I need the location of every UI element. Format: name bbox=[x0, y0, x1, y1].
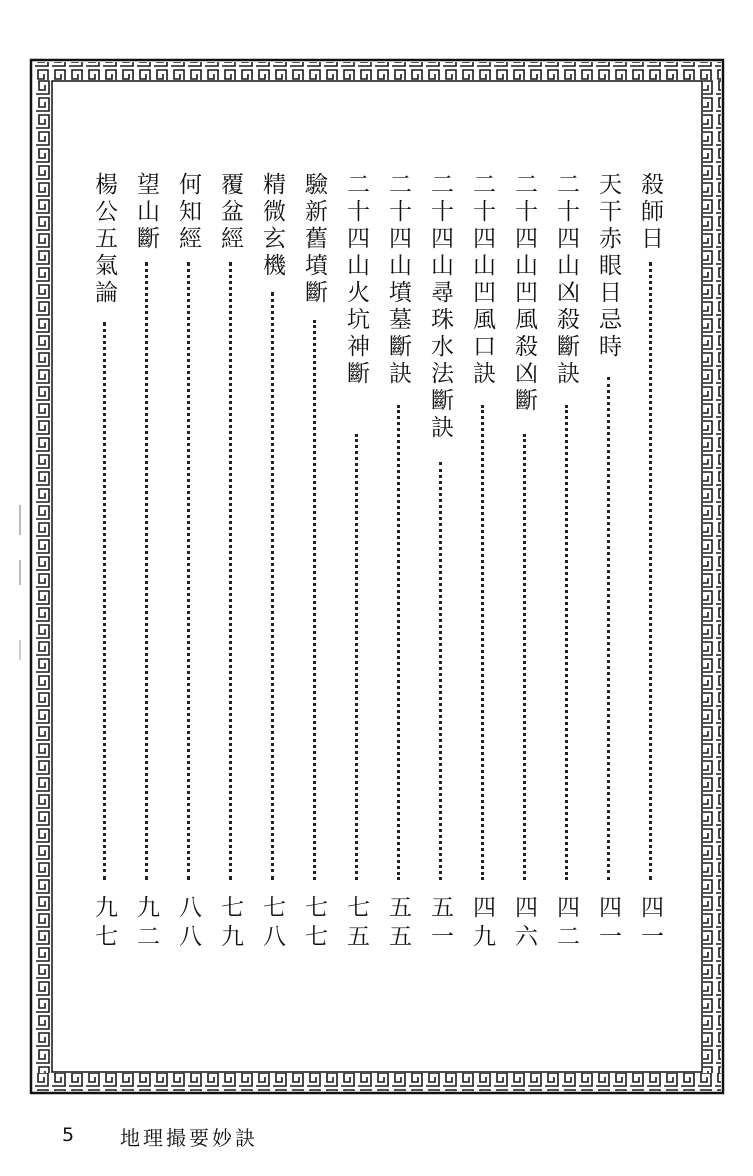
footer-book-title: 地理撮要妙訣 bbox=[120, 1126, 258, 1150]
toc-entry bbox=[506, 172, 542, 962]
footer-page-number: 5 bbox=[62, 1124, 75, 1146]
toc-entry bbox=[380, 172, 416, 962]
toc-entry bbox=[548, 172, 584, 962]
toc-entry bbox=[212, 172, 248, 962]
entry-title: 二十四山凹風殺凶斷 bbox=[511, 172, 537, 415]
entry-page-number: 七九 bbox=[217, 895, 243, 953]
dot-leader bbox=[187, 262, 190, 880]
entry-title: 二十四山尋珠水法斷訣 bbox=[427, 172, 453, 442]
entry-page-number: 八八 bbox=[175, 895, 201, 953]
entry-page-number: 四一 bbox=[595, 895, 621, 953]
entry-title: 二十四山凶殺斷訣 bbox=[553, 172, 579, 388]
entry-page-number: 七七 bbox=[301, 895, 327, 953]
entry-title: 何知經 bbox=[175, 172, 201, 253]
entry-title: 二十四山凹風口訣 bbox=[469, 172, 495, 388]
entry-title: 楊公五氣論 bbox=[91, 172, 117, 307]
entry-title: 二十四山火坑神斷 bbox=[343, 172, 369, 388]
entry-title: 望山斷 bbox=[133, 172, 159, 253]
dot-leader bbox=[439, 462, 442, 880]
dot-leader bbox=[229, 262, 232, 880]
toc-entry bbox=[590, 172, 626, 962]
entry-title: 覆盆經 bbox=[217, 172, 243, 253]
dot-leader bbox=[103, 322, 106, 880]
toc-entry bbox=[296, 172, 332, 962]
entry-page-number: 四九 bbox=[469, 895, 495, 953]
entry-page-number: 四二 bbox=[553, 895, 579, 953]
toc-entry bbox=[170, 172, 206, 962]
entry-title: 殺師日 bbox=[637, 172, 663, 253]
entry-title: 驗新舊墳斷 bbox=[301, 172, 327, 307]
entry-page-number: 五一 bbox=[427, 895, 453, 953]
dot-leader bbox=[649, 262, 652, 880]
dot-leader bbox=[145, 262, 148, 880]
toc-entry bbox=[338, 172, 374, 962]
entry-page-number: 九七 bbox=[91, 895, 117, 953]
dot-leader bbox=[355, 434, 358, 880]
entry-title: 天干赤眼日忌時 bbox=[595, 172, 621, 361]
dot-leader bbox=[481, 405, 484, 880]
toc-entry bbox=[86, 172, 122, 962]
toc-entry bbox=[632, 172, 668, 962]
entry-title: 精微玄機 bbox=[259, 172, 285, 280]
toc-entry bbox=[128, 172, 164, 962]
entry-page-number: 四六 bbox=[511, 895, 537, 953]
entry-page-number: 七八 bbox=[259, 895, 285, 953]
dot-leader bbox=[565, 405, 568, 880]
entry-page-number: 七五 bbox=[343, 895, 369, 953]
dot-leader bbox=[271, 292, 274, 880]
entry-page-number: 五五 bbox=[385, 895, 411, 953]
dot-leader bbox=[607, 377, 610, 880]
dot-leader bbox=[313, 320, 316, 880]
toc-entry bbox=[422, 172, 458, 962]
toc-entry bbox=[254, 172, 290, 962]
entry-title: 二十四山墳墓斷訣 bbox=[385, 172, 411, 388]
entry-page-number: 九二 bbox=[133, 895, 159, 953]
toc-entry bbox=[464, 172, 500, 962]
dot-leader bbox=[523, 434, 526, 880]
entry-page-number: 四一 bbox=[637, 895, 663, 953]
dot-leader bbox=[397, 405, 400, 880]
